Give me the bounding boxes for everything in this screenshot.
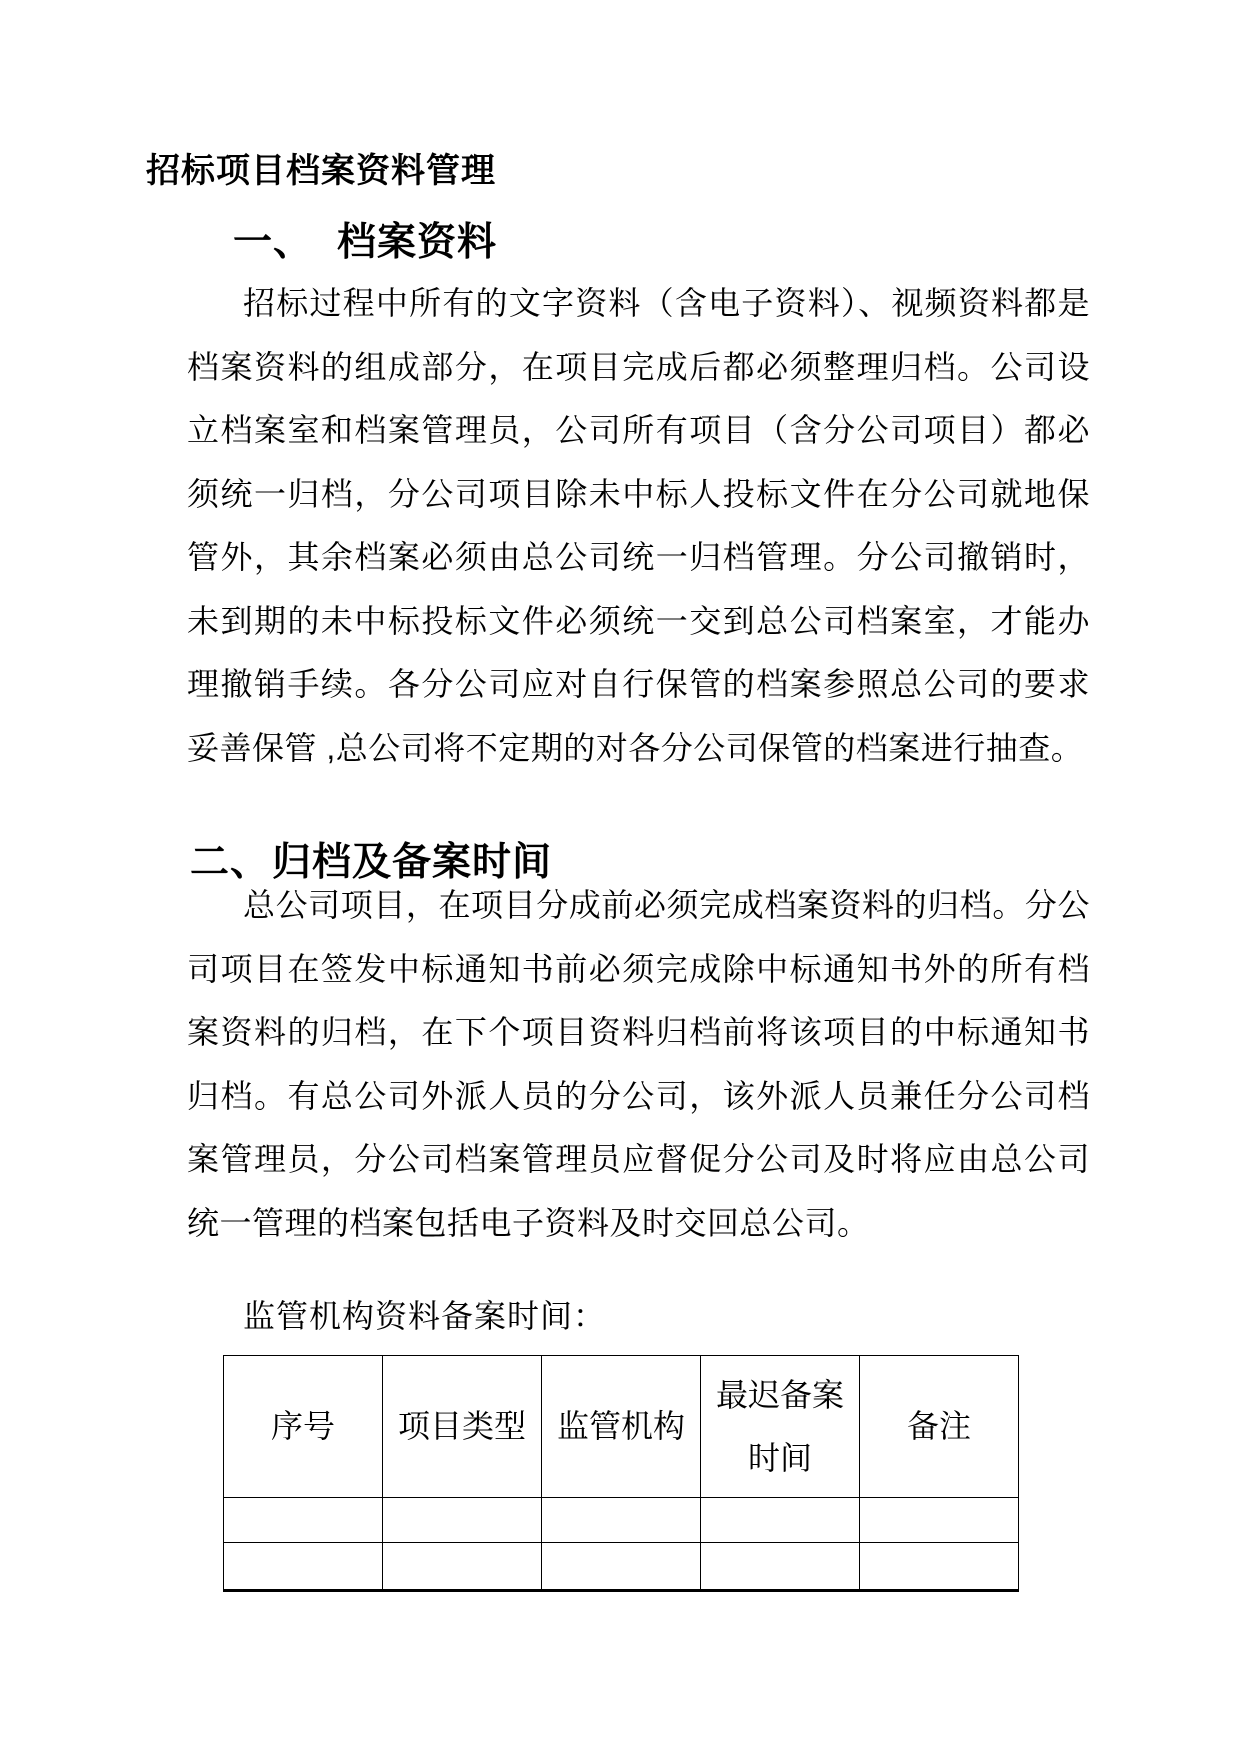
table-cell: [701, 1543, 860, 1591]
table-cell: [224, 1498, 383, 1543]
table-cell: [860, 1543, 1019, 1591]
filing-deadline-table: [223, 1355, 1019, 1592]
table-row: [224, 1498, 1019, 1543]
paragraph-line: 理撤销手续。各分公司应对自行保管的档案参照总公司的要求: [187, 666, 1090, 702]
paragraph-line: 招标过程中所有的文字资料（含电子资料）、视频资料都是: [243, 285, 1090, 321]
table-header-cell: 最迟备案时间: [701, 1356, 860, 1498]
table-cell: [383, 1543, 542, 1591]
section-2-heading-text: 归档及备案时间: [272, 841, 553, 884]
table-header-cell: 备注: [860, 1356, 1019, 1498]
paragraph-line: 未到期的未中标投标文件必须统一交到总公司档案室，才能办: [187, 602, 1090, 639]
table-cell: [383, 1498, 542, 1543]
paragraph-line: 司项目在签发中标通知书前必须完成除中标通知书外的所有档: [187, 950, 1090, 987]
paragraph-line: 管外，其余档案必须由总公司统一归档管理。分公司撤销时，: [187, 539, 1090, 575]
table-cell: [860, 1498, 1019, 1543]
section-1-heading: [233, 211, 497, 267]
table-cell: [224, 1543, 383, 1591]
section-1-number: 一、: [233, 221, 314, 264]
section-2-paragraph: [187, 874, 1090, 1255]
document-title: 招标项目档案资料管理: [146, 153, 496, 190]
section-1-heading-text: 档案资料: [337, 221, 498, 264]
paragraph-line: 总公司项目，在项目分成前必须完成档案资料的归档。分公: [243, 887, 1090, 923]
paragraph-line: 档案资料的组成部分，在项目完成后都必须整理归档。公司设: [187, 348, 1090, 385]
table-cell: [542, 1498, 701, 1543]
table-cell: [542, 1543, 701, 1591]
table-header-cell: 项目类型: [383, 1356, 542, 1498]
section-1-paragraph: [187, 272, 1090, 780]
table-header-cell: 序号: [224, 1356, 383, 1498]
paragraph-line: 案资料的归档，在下个项目资料归档前将该项目的中标通知书: [187, 1014, 1090, 1050]
table-row: [224, 1543, 1019, 1591]
section-2-number: 二、: [190, 841, 271, 884]
table-header-cell: 监管机构: [542, 1356, 701, 1498]
paragraph-line: 统一管理的档案包括电子资料及时交回总公司。: [187, 1204, 870, 1241]
table-caption: 监管机构资料备案时间：: [243, 1298, 607, 1334]
paragraph-line: 归档。有总公司外派人员的分公司，该外派人员兼任分公司档: [187, 1077, 1090, 1114]
table-header-row: [224, 1356, 1019, 1498]
paragraph-line: 立档案室和档案管理员，公司所有项目（含分公司项目）都必: [187, 412, 1090, 448]
paragraph-line: 案管理员，分公司档案管理员应督促分公司及时将应由总公司: [187, 1141, 1090, 1177]
table-cell: [701, 1498, 860, 1543]
paragraph-line: 妥善保管 ,总公司将不定期的对各分公司保管的档案进行抽查。: [187, 729, 1084, 766]
paragraph-line: 须统一归档，分公司项目除未中标人投标文件在分公司就地保: [187, 475, 1090, 512]
